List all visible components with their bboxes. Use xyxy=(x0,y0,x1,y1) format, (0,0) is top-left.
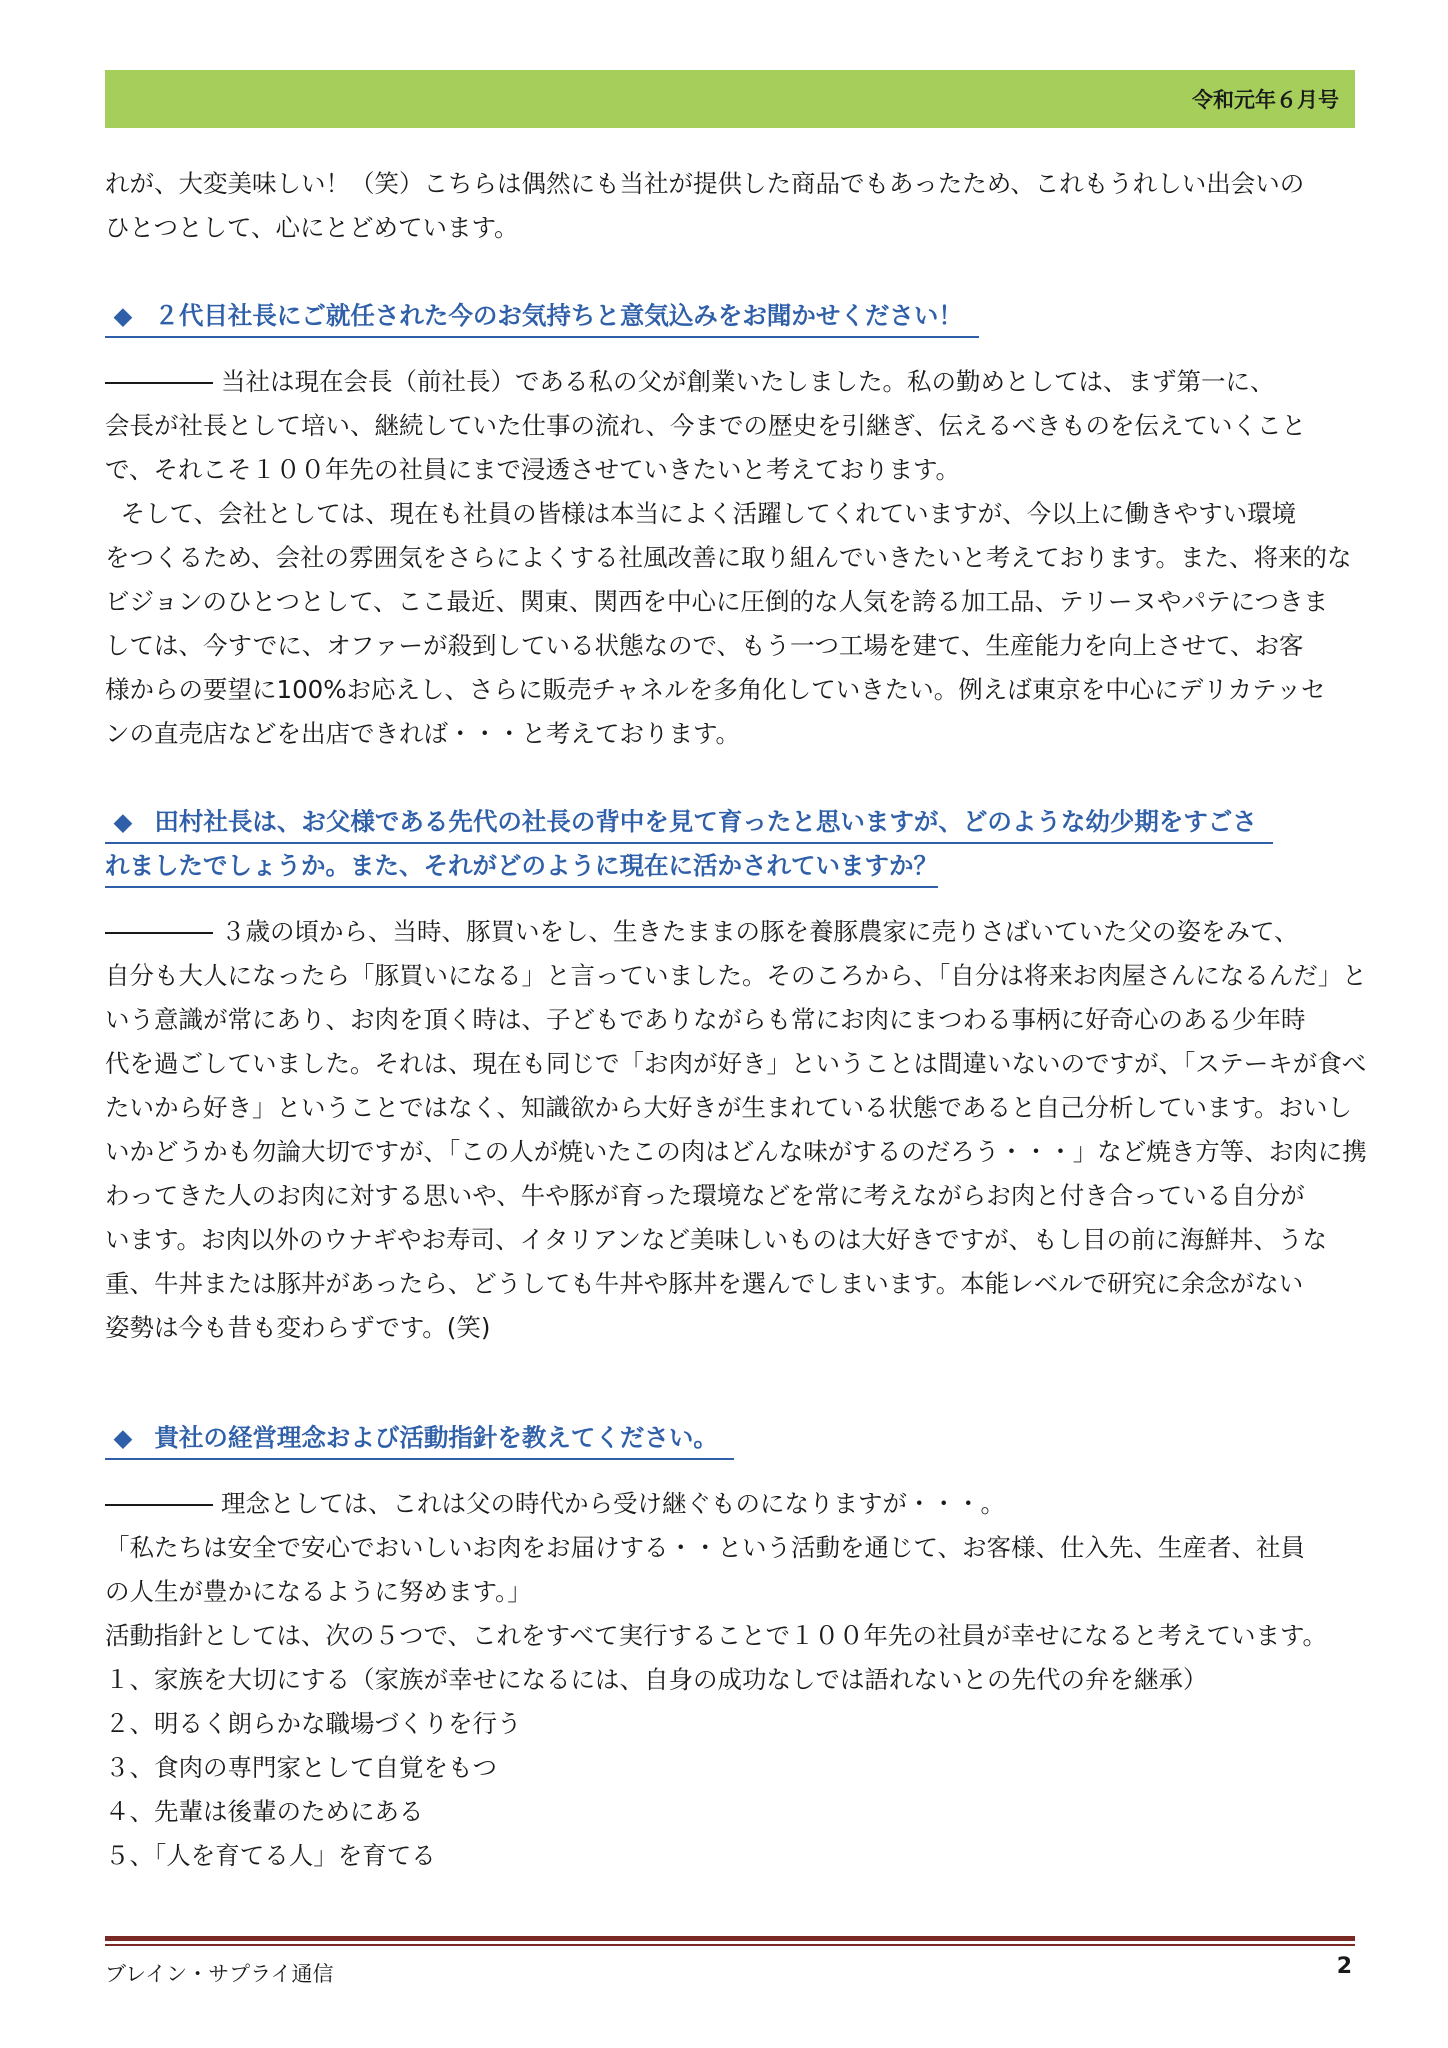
list-item: １、家族を大切にする（家族が幸せになるには、自身の成功なしでは語れないとの先代の弁を継承） xyxy=(105,1665,1208,1694)
paragraph-line: をつくるため、会社の雰囲気をさらによくする社風改善に取り組んでいきたいと考えております。また、将来的な xyxy=(105,543,1352,572)
em-dash-rule xyxy=(105,382,213,384)
paragraph-line: 重、牛丼または豚丼があったら、どうしても牛丼や豚丼を選んでしまいます。本能レベルで研究に余念がない xyxy=(105,1269,1304,1298)
footer-divider xyxy=(105,1936,1355,1941)
section-heading-text: れましたでしょうか。また、それがどのように現在に活かされていますか？ xyxy=(105,846,938,888)
issue-label: 令和元年６月号 xyxy=(1192,88,1339,112)
newsletter-title: ブレイン・サプライ通信 xyxy=(105,1962,334,1986)
page-number: 2 xyxy=(1336,1954,1352,1979)
intro-line: ひとつとして、心にとどめています。 xyxy=(105,213,519,242)
paragraph-line: の人生が豊かになるように努めます。」 xyxy=(105,1577,532,1606)
paragraph-text: 当社は現在会長（前社長）である私の父が創業いたしました。私の勤めとしては、まず第一に、 xyxy=(221,367,1275,396)
paragraph-line: 会長が社長として培い、継続していた仕事の流れ、今までの歴史を引継ぎ、伝えるべきものを伝えていくこと xyxy=(105,411,1306,440)
paragraph-line: 活動指針としては、次の５つで、これをすべて実行することで１００年先の社員が幸せになると考えています。 xyxy=(105,1621,1328,1650)
paragraph-text: 理念としては、これは父の時代から受け継ぐものになりますが・・・。 xyxy=(221,1489,1005,1518)
paragraph-text: ３歳の頃から、当時、豚買いをし、生きたままの豚を養豚農家に売りさばいていた父の姿をみて、 xyxy=(221,917,1299,946)
paragraph-line: 自分も大人になったら「豚買いになる」と言っていました。そのころから、「自分は将来お肉屋さんになるんだ」と xyxy=(105,961,1367,990)
list-item: ２、明るく朗らかな職場づくりを行う xyxy=(105,1709,522,1738)
paragraph-line: たいから好き」ということではなく、知識欲から大好きが生まれている状態であると自己分析しています。おいし xyxy=(105,1093,1353,1122)
paragraph-line: わってきた人のお肉に対する思いや、牛や豚が育った環境などを常に考えながらお肉と付き合っている自分が xyxy=(105,1181,1305,1210)
intro-line: れが、大変美味しい！（笑）こちらは偶然にも当社が提供した商品でもあったため、これもうれしい出会いの xyxy=(105,169,1305,198)
footer-divider-thin xyxy=(105,1944,1355,1946)
paragraph-line: 姿勢は今も昔も変わらずです。(笑) xyxy=(105,1313,491,1342)
paragraph-line xyxy=(105,910,1355,954)
paragraph-line: 「私たちは安全で安心でおいしいお肉をお届けする・・という活動を通じて、お客様、仕入先、生産者、社員 xyxy=(105,1533,1306,1562)
paragraph-line: いう意識が常にあり、お肉を頂く時は、子どもでありながらも常にお肉にまつわる事柄に好奇心のある少年時 xyxy=(105,1005,1306,1034)
paragraph-line: しては、今すでに、オファーが殺到している状態なので、もう一つ工場を建て、生産能力を向上させて、お客 xyxy=(105,631,1304,660)
section-heading-2 xyxy=(105,800,1355,844)
section-heading-text: 貴社の経営理念および活動指針を教えてください。 xyxy=(154,1423,718,1452)
paragraph-line: ンの直売店などを出店できれば・・・と考えております。 xyxy=(105,719,741,748)
em-dash-rule xyxy=(105,1504,213,1506)
diamond-bullet-icon: ◆ xyxy=(113,807,133,836)
paragraph-line: いかどうかも勿論大切ですが、「この人が焼いたこの肉はどんな味がするのだろう・・・」など焼き方等、お肉に携 xyxy=(105,1137,1367,1166)
paragraph-line xyxy=(105,1482,1355,1526)
list-item: ３、食肉の専門家として自覚をもつ xyxy=(105,1753,497,1782)
paragraph-line xyxy=(105,360,1355,404)
section-heading-3 xyxy=(105,1416,1355,1460)
diamond-bullet-icon: ◆ xyxy=(113,1423,133,1452)
paragraph-line xyxy=(105,492,1355,536)
list-item: ５、「人を育てる人」を育てる xyxy=(105,1841,436,1870)
section-heading-1 xyxy=(105,294,1355,338)
article-body xyxy=(105,162,1367,1878)
header-bar xyxy=(105,70,1355,128)
diamond-bullet-icon: ◆ xyxy=(113,301,133,330)
paragraph-line: ビジョンのひとつとして、ここ最近、関東、関西を中心に圧倒的な人気を誇る加工品、テリーヌやパテにつきま xyxy=(105,587,1329,616)
section-heading-2-cont xyxy=(105,844,1355,888)
paragraph-line: で、それこそ１００年先の社員にまで浸透させていきたいと考えております。 xyxy=(105,455,961,484)
paragraph-line: います。お肉以外のウナギやお寿司、イタリアンなど美味しいものは大好きですが、もし目の前に海鮮丼、うな xyxy=(105,1225,1328,1254)
paragraph-line: 代を過ごしていました。それは、現在も同じで「お肉が好き」ということは間違いないのですが、「ステーキが食べ xyxy=(105,1049,1367,1078)
list-item: ４、先輩は後輩のためにある xyxy=(105,1797,424,1826)
section-heading-text: 田村社長は、お父様である先代の社長の背中を見て育ったと思いますが、どのような幼少期をすごさ xyxy=(154,807,1257,836)
paragraph-line: 様からの要望に100%お応えし、さらに販売チャネルを多角化していきたい。例えば東京を中心にデリカテッセ xyxy=(105,675,1326,704)
paragraph-text: そして、会社としては、現在も社員の皆様は本当によく活躍してくれていますが、今以上に働きやすい環境 xyxy=(120,499,1297,528)
section-heading-text: ２代目社長にご就任された今のお気持ちと意気込みをお聞かせください！ xyxy=(154,301,963,330)
em-dash-rule xyxy=(105,932,213,934)
